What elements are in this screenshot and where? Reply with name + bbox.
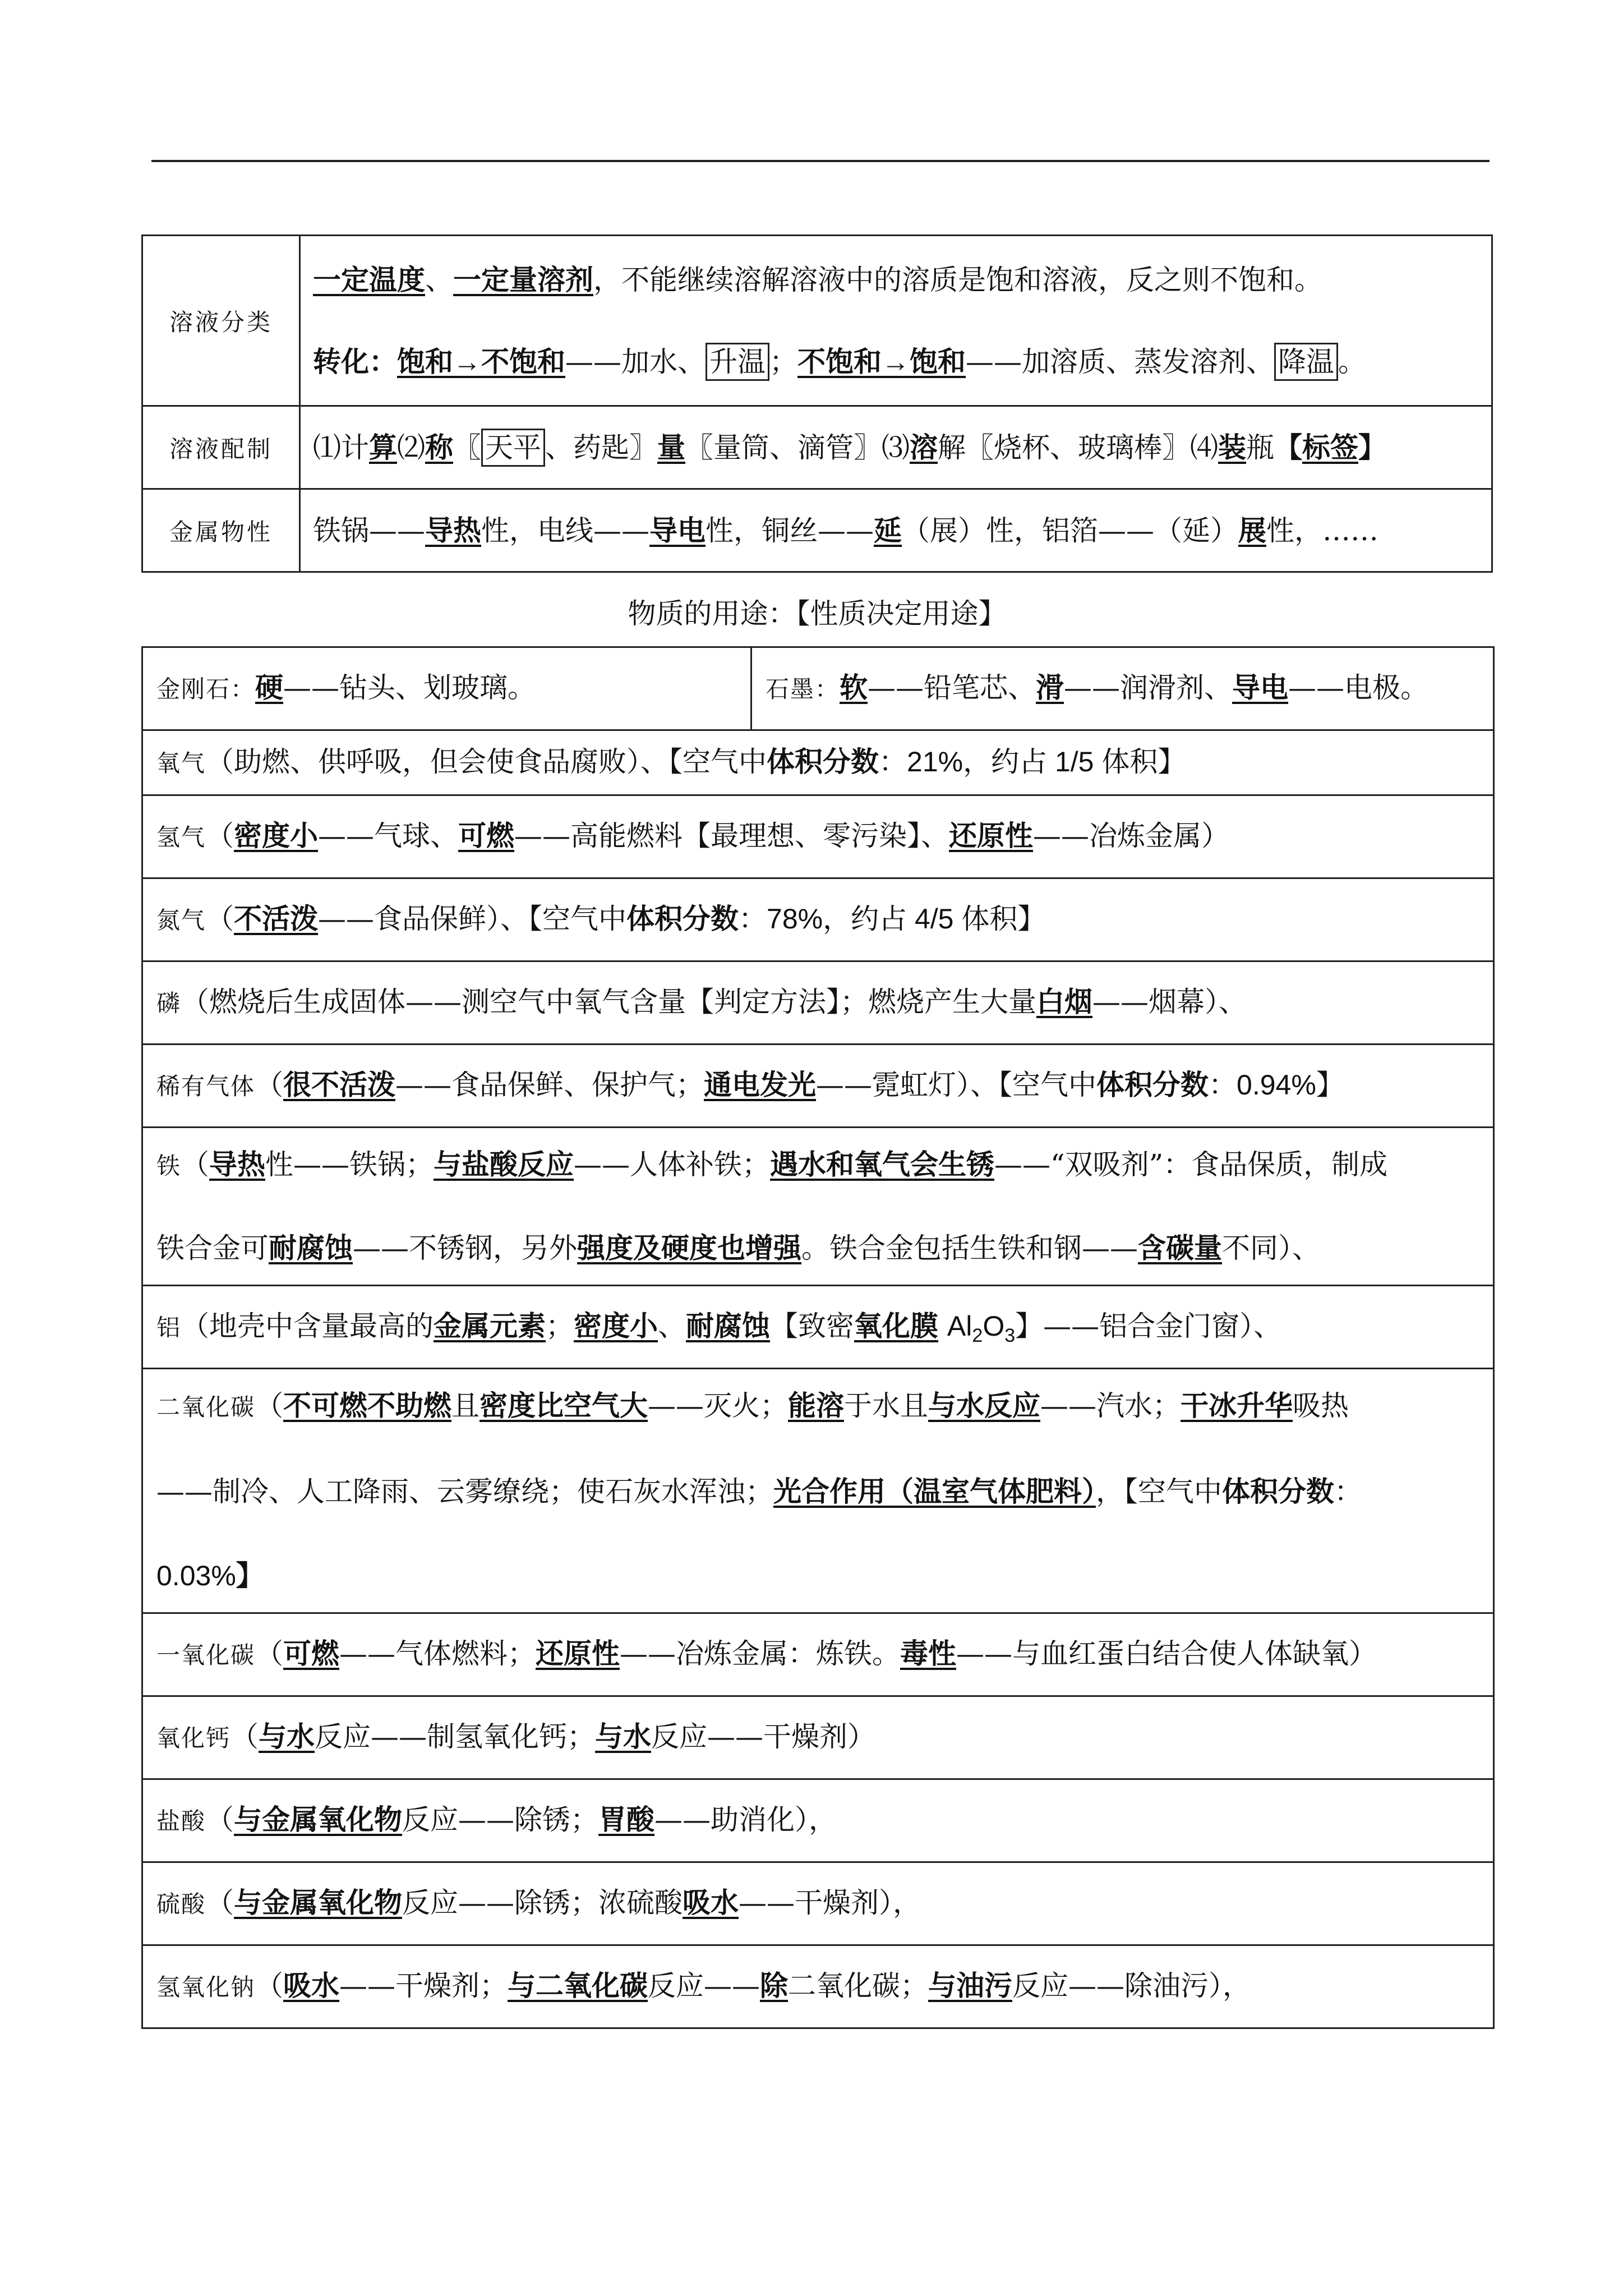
key-term: 导热 [425, 514, 481, 546]
entry-label: 氧化钙 [156, 1724, 231, 1752]
table-row [142, 489, 1492, 572]
text: ——灭火； [648, 1389, 789, 1422]
text: 性——铁锅； [265, 1148, 434, 1181]
key-term: 量 [657, 431, 685, 463]
bold-text: 转化： [313, 346, 397, 378]
bold-text: 】 [1358, 431, 1386, 463]
table-row [142, 1779, 1494, 1862]
key-term: 算 [369, 431, 397, 463]
text: （燃烧后生成固体——测空气中氧气含量【判定方法】；燃烧产生大量 [181, 986, 1037, 1018]
text: 。 [1338, 345, 1366, 378]
key-term: 密度小 [234, 820, 319, 852]
noble-gas-cell [142, 1045, 1494, 1128]
key-term: 与水 [595, 1721, 652, 1752]
text: ——铅笔芯、 [868, 671, 1036, 704]
key-term: 与盐酸反应 [434, 1149, 574, 1180]
key-term: 与水 [259, 1721, 315, 1752]
text: ——助消化）， [654, 1803, 837, 1836]
entry-label: 金刚石： [156, 675, 256, 703]
key-term: 称 [425, 431, 453, 463]
calcium-oxide-cell [142, 1696, 1494, 1779]
solution-table [141, 234, 1493, 573]
carbon-monoxide-cell [142, 1613, 1494, 1696]
key-term: 还原性 [536, 1638, 620, 1669]
text: 瓶 [1246, 431, 1274, 464]
text: ——冶炼金属：炼铁。 [620, 1637, 901, 1670]
table-row [142, 1369, 1494, 1613]
boxed-term: 天平 [481, 429, 545, 467]
sulfuric-acid-cell [142, 1862, 1494, 1945]
key-term: 密度小 [574, 1310, 658, 1342]
text: 铁锅—— [313, 514, 425, 547]
key-term: 滑 [1036, 672, 1064, 703]
key-term: 与金属氧化物 [234, 1804, 403, 1835]
text: ——“双吸剂”：食品保质，制成 [994, 1148, 1388, 1181]
graphite-cell [751, 647, 1494, 730]
uses-table [141, 646, 1495, 2029]
key-term: 导电 [1232, 672, 1289, 703]
sodium-hydroxide-cell [142, 1945, 1494, 2028]
text: 性，电线—— [481, 514, 649, 547]
key-term: 除 [760, 1970, 789, 2001]
key-term: 饱和→不饱和 [397, 346, 565, 378]
key-term: 吸水 [683, 1887, 739, 1918]
text: ——冶炼金属） [1033, 820, 1230, 852]
text: （ [181, 1148, 210, 1181]
text: 】——铝合金门窗）、 [1015, 1310, 1282, 1342]
text: ； [769, 345, 797, 378]
text: ：78%，约占 4/5 体积】 [739, 903, 1046, 935]
entry-label: 磷 [156, 990, 182, 1017]
table-row [142, 1862, 1494, 1945]
key-term: 能溶 [788, 1390, 845, 1421]
table-row [142, 1045, 1494, 1128]
table-row [142, 878, 1494, 961]
table-row [142, 1286, 1494, 1369]
text: 反应——制氢氧化钙； [315, 1720, 596, 1753]
diamond-cell [142, 647, 751, 730]
phosphorus-cell [142, 961, 1494, 1045]
text: 且 [451, 1389, 480, 1422]
text: 0.03% [156, 1560, 236, 1591]
key-term: 胃酸 [598, 1804, 655, 1835]
key-term: 毒性 [900, 1638, 957, 1669]
entry-label: 铝 [156, 1314, 182, 1341]
key-term: 与水反应 [928, 1390, 1041, 1421]
text: ； [546, 1310, 574, 1342]
carbon-dioxide-cell [142, 1369, 1494, 1613]
text: （助燃、供呼吸，但会使食品腐败）、【空气中 [206, 746, 767, 778]
table-row [142, 1128, 1494, 1286]
entry-label: 稀有气体 [156, 1073, 256, 1100]
key-term: 遇水和氧气会生锈 [770, 1149, 995, 1180]
hydrochloric-acid-cell [142, 1779, 1494, 1862]
row-label: 溶液分类 [142, 236, 300, 406]
key-term: 不活泼 [234, 903, 319, 935]
entry-label: 氮气 [156, 907, 206, 934]
hydrogen-cell [142, 795, 1494, 878]
row-content [300, 406, 1492, 489]
text: ——干燥剂； [339, 1970, 508, 2002]
table-row [142, 1696, 1494, 1779]
text: ——与血红蛋白结合使人体缺氧） [956, 1637, 1377, 1670]
key-term: 不可燃不助燃 [283, 1390, 452, 1421]
text: ——食品保鲜、保护气； [395, 1069, 704, 1101]
text: 反应——除锈； [402, 1803, 599, 1836]
key-term: 与二氧化碳 [508, 1970, 648, 2001]
formula [947, 1310, 1016, 1346]
text: ：0.94%】 [1209, 1069, 1344, 1101]
text: ——润滑剂、 [1064, 671, 1233, 704]
text: 〖 [453, 431, 481, 464]
text: 【致密 [770, 1310, 855, 1342]
text: ——食品保鲜）、【空气中 [318, 903, 627, 935]
text: 反应——干燥剂） [651, 1720, 876, 1753]
key-term: 氧化膜 [854, 1310, 939, 1342]
text: （ [206, 820, 234, 852]
text: ⑵ [397, 431, 425, 464]
text: ——高能燃料【最理想、零污染】、 [514, 820, 949, 852]
iron-cell [142, 1128, 1494, 1286]
text: 解〖烧杯、玻璃棒〗⑷ [938, 431, 1218, 464]
uses-caption: 物质的用途：【性质决定用途】 [628, 597, 1007, 630]
entry-label: 氢氧化钠 [156, 1973, 256, 2001]
text: （ [255, 1069, 284, 1101]
text: 〖量筒、滴管〗⑶ [685, 431, 910, 464]
key-term: 吸水 [283, 1970, 340, 2001]
text: （ [206, 1803, 234, 1836]
header-rule [151, 160, 1490, 162]
text: ——气球、 [318, 820, 459, 852]
text: （ [255, 1970, 284, 2002]
entry-label: 铁 [156, 1152, 182, 1180]
formula-subscript: 3 [1004, 1325, 1016, 1346]
bold-text: 体积分数 [1222, 1476, 1334, 1507]
text: 、 [425, 263, 453, 296]
text: ——钻头、划玻璃。 [283, 671, 536, 704]
key-term: 导电 [649, 514, 706, 546]
key-term: 通电发光 [704, 1069, 817, 1101]
key-term: 与油污 [928, 1970, 1013, 2001]
key-term: 干冰升华 [1181, 1390, 1293, 1421]
table-row [142, 730, 1494, 795]
row-content [300, 489, 1492, 572]
bold-text: 】 [236, 1560, 264, 1591]
text: （ [206, 903, 234, 935]
text: 二氧化碳； [788, 1970, 929, 2002]
key-term: 溶 [910, 431, 938, 463]
key-term: 很不活泼 [283, 1069, 396, 1101]
text: 性，…… [1266, 514, 1378, 547]
text: ——加水、 [565, 345, 706, 378]
key-term: 可燃 [283, 1638, 340, 1669]
entry-label: 氢气 [156, 823, 206, 851]
entry-label: 石墨： [766, 675, 840, 703]
bold-text: 体积分数 [1096, 1069, 1209, 1101]
text: ： [1334, 1475, 1362, 1508]
entry-label: 硫酸 [156, 1890, 206, 1918]
key-term: 一定量溶剂 [453, 264, 593, 296]
key-term: 软 [840, 672, 868, 703]
text: ——气体燃料； [339, 1637, 536, 1670]
key-term: 不饱和→饱和 [797, 346, 966, 378]
table-row [142, 1945, 1494, 2028]
text: 性，铜丝—— [706, 514, 874, 547]
aluminum-cell [142, 1286, 1494, 1369]
row-label: 金属物性 [142, 489, 300, 572]
text: （ [255, 1389, 284, 1422]
bold-text: 体积分数 [767, 746, 879, 777]
key-term: 强度及硬度也增强 [577, 1232, 801, 1264]
text: ——电极。 [1288, 671, 1429, 704]
text: （地壳中含量最高的 [181, 1310, 434, 1342]
text: ，【空气中 [1096, 1475, 1222, 1508]
key-term: 含碳量 [1138, 1232, 1222, 1264]
key-term: 光合作用（温室气体肥料） [773, 1476, 1096, 1507]
text: ⑴计 [313, 431, 369, 464]
text: 吸热 [1293, 1389, 1349, 1422]
text: ——制冷、人工降雨、云雾缭绕；使石灰水浑浊； [156, 1475, 773, 1508]
boxed-term: 降温 [1274, 343, 1338, 381]
text: ——加溶质、蒸发溶剂、 [966, 345, 1274, 378]
text: 、药匙〗 [545, 431, 657, 464]
text: 反应—— [648, 1970, 760, 2002]
key-term: 可燃 [458, 820, 515, 852]
entry-label: 二氧化碳 [156, 1393, 256, 1421]
key-term: 延 [874, 514, 902, 546]
text: ——汽水； [1040, 1389, 1181, 1422]
table-row [142, 961, 1494, 1045]
key-term: 与金属氧化物 [234, 1887, 403, 1918]
formula-subscript: 2 [972, 1325, 983, 1346]
nitrogen-cell [142, 878, 1494, 961]
entry-label: 一氧化碳 [156, 1641, 256, 1669]
key-term: 白烟 [1036, 986, 1093, 1018]
text: ，不能继续溶解溶液中的溶质是饱和溶液，反之则不饱和。 [593, 263, 1322, 296]
key-term: 还原性 [949, 820, 1034, 852]
table-row [142, 236, 1492, 406]
text: ——不锈钢，另外 [353, 1232, 577, 1264]
key-term: 硬 [255, 672, 284, 703]
text: 、 [658, 1310, 686, 1342]
text: ——烟幕）、 [1092, 986, 1247, 1018]
text: （ [206, 1887, 234, 1919]
text: ——人体补铁； [574, 1148, 771, 1181]
table-row [142, 406, 1492, 489]
key-term: 导热 [209, 1149, 266, 1180]
key-term: 标签 [1302, 431, 1358, 463]
oxygen-cell [142, 730, 1494, 795]
boxed-term: 升温 [706, 343, 769, 381]
key-term: 密度比空气大 [479, 1390, 648, 1421]
entry-label: 盐酸 [156, 1807, 206, 1835]
row-label: 溶液配制 [142, 406, 300, 489]
text: 反应——除锈；浓硫酸 [402, 1887, 683, 1919]
text: ——霓虹灯）、【空气中 [816, 1069, 1097, 1101]
key-term: 一定温度 [313, 264, 425, 296]
entry-label: 氧气 [156, 749, 206, 777]
text: ：21%，约占 1/5 体积】 [879, 746, 1186, 777]
text: 铁合金可 [156, 1232, 269, 1264]
formula-part: O [983, 1310, 1005, 1342]
formula-part: Al [947, 1310, 972, 1342]
text: （ [230, 1720, 259, 1753]
text: （展）性，铝箔——（延） [902, 514, 1238, 547]
table-row [142, 647, 1494, 730]
bold-text: 【 [1274, 431, 1302, 463]
key-term: 金属元素 [434, 1310, 546, 1342]
key-term: 耐腐蚀 [269, 1232, 353, 1264]
key-term: 装 [1218, 431, 1246, 463]
table-row [142, 795, 1494, 878]
text: ——干燥剂）， [739, 1887, 921, 1919]
text: 反应——除油污）， [1012, 1970, 1251, 2002]
text: 不同）、 [1222, 1232, 1320, 1264]
key-term: 耐腐蚀 [686, 1310, 771, 1342]
row-content [300, 236, 1492, 406]
table-row [142, 1613, 1494, 1696]
text: （ [255, 1637, 284, 1670]
bold-text: 体积分数 [626, 903, 739, 935]
text: 。铁合金包括生铁和钢—— [801, 1232, 1138, 1264]
key-term: 展 [1238, 514, 1266, 546]
text: 于水且 [844, 1389, 929, 1422]
